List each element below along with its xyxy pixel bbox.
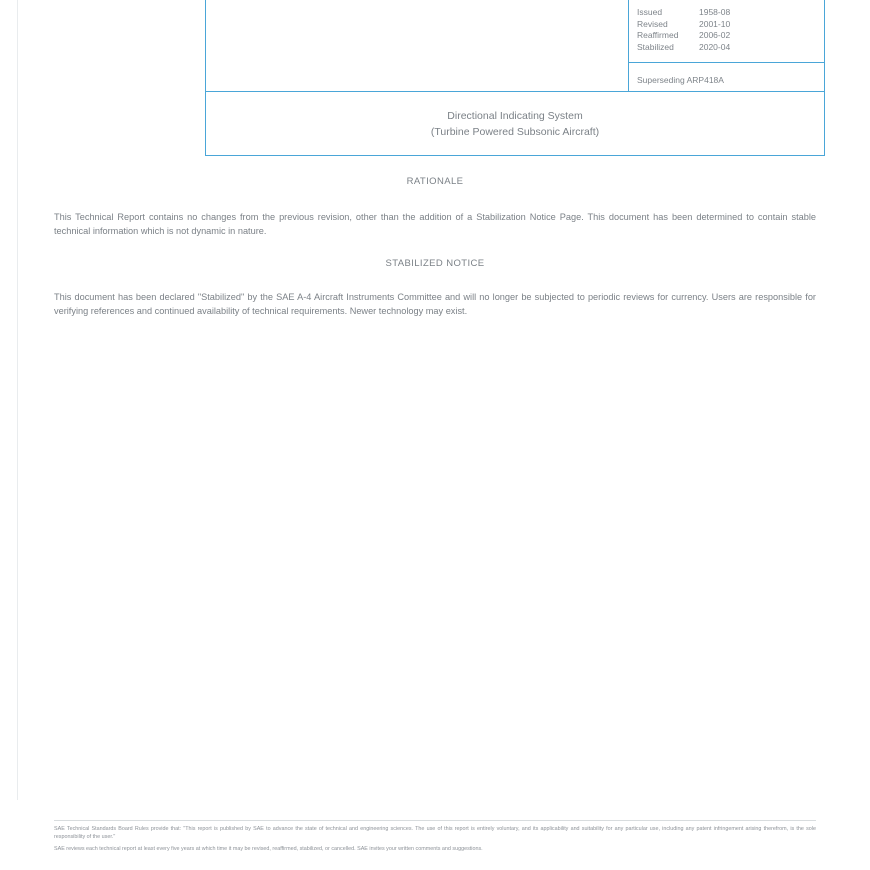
title-line-2: (Turbine Powered Subsonic Aircraft): [430, 125, 600, 138]
header-logo-cell: [206, 0, 629, 91]
margin-rule: [17, 0, 18, 800]
meta-value: 2020-04: [699, 41, 731, 52]
superseding-text: Superseding ARP418A: [637, 75, 724, 85]
footer-divider: [54, 820, 816, 821]
document-title: [206, 91, 824, 155]
rationale-paragraph: This Technical Report contains no changes from the previous revision, other than the addition of a Stabilization Notice Page. This document has been determined to contain stable technical information which is not dynamic in nature.: [54, 212, 816, 236]
meta-label: Reaffirmed: [637, 30, 679, 40]
meta-row: [637, 7, 816, 19]
header-divider: [629, 62, 824, 63]
stabilized-notice-heading: STABILIZED NOTICE: [385, 258, 485, 269]
meta-label: Revised: [637, 18, 668, 29]
document-header-table: [205, 0, 825, 156]
stabilized-notice-paragraph: This document has been declared "Stabilized" by the SAE A-4 Aircraft Instruments Committee and will no longer be subjected to periodic reviews for currency. Users are responsible for verifying references and continued availability of technical requirements. Newer technology may exist.: [54, 292, 816, 316]
meta-row: [637, 42, 816, 54]
meta-row: [637, 19, 816, 31]
rationale-heading: RATIONALE: [406, 176, 464, 187]
footer-paragraph: SAE Technical Standards Board Rules provide that: "This report is published by SAE to advance the state of technical and engineering sciences. The use of this report is entirely voluntary, and its applicability and suitability for any particular use, including any patent infringement arising therefrom, is the sole responsibility of the user.": [54, 826, 816, 840]
revision-dates: [637, 7, 816, 53]
header-meta-cell: [629, 0, 824, 91]
meta-value: 2006-02: [699, 30, 731, 40]
footer-notes: [54, 826, 816, 859]
meta-value: 1958-08: [699, 7, 731, 17]
meta-value: 2001-10: [699, 18, 731, 29]
title-line-1: Directional Indicating System: [447, 109, 583, 122]
meta-label: Issued: [637, 7, 663, 17]
header-top-row: [206, 0, 824, 91]
meta-label: Stabilized: [637, 41, 674, 52]
meta-row: [637, 30, 816, 42]
footer-paragraph: SAE reviews each technical report at least every five years at which time it may be revised, reaffirmed, stabilized, or cancelled. SAE invites your written comments and suggestions.: [54, 846, 483, 853]
